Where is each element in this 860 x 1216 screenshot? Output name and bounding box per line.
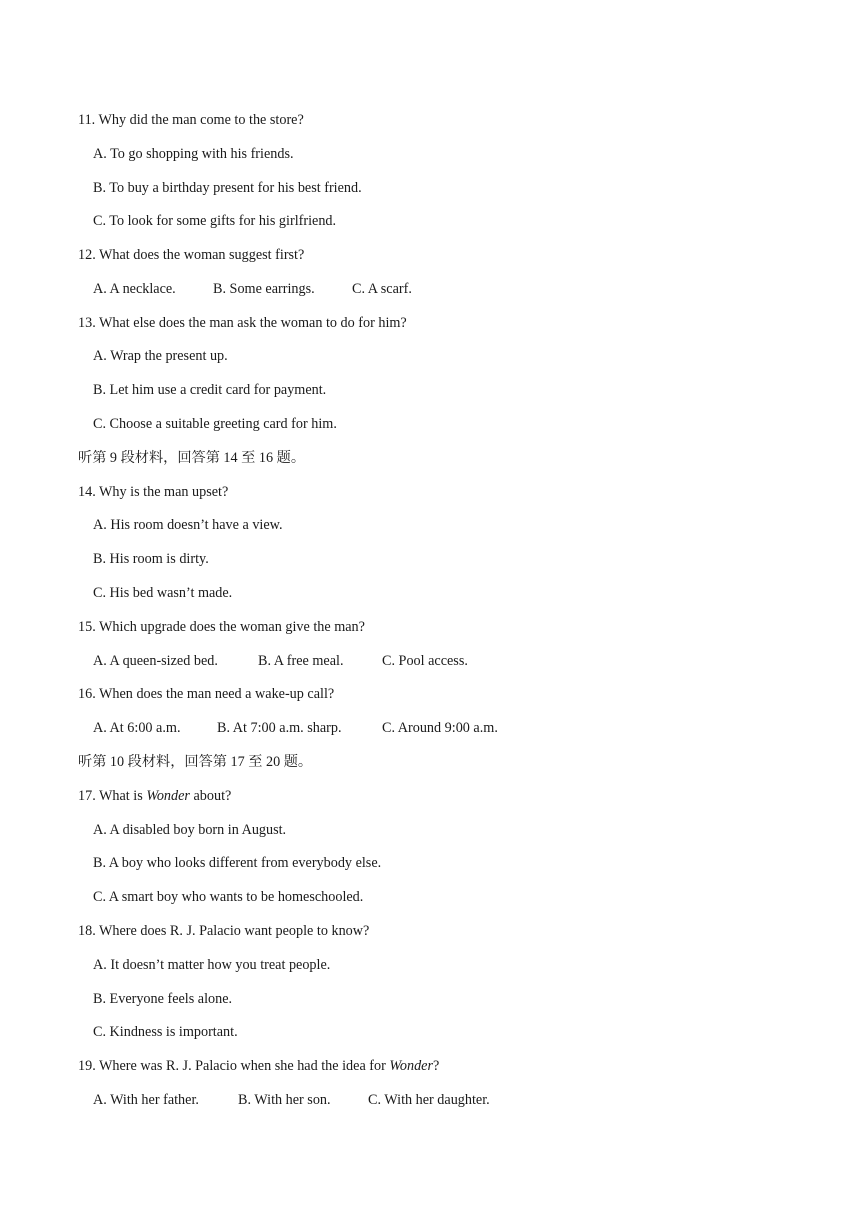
q17-stem-suffix: about?	[189, 788, 232, 804]
question-13: 13. What else does the man ask the woman to do for him?	[78, 315, 407, 331]
q11-option-a: A. To go shopping with his friends.	[93, 146, 294, 162]
q16-option-c: C. Around 9:00 a.m.	[382, 720, 498, 736]
q17-stem-prefix: 17. What is	[78, 788, 147, 804]
q18-option-b: B. Everyone feels alone.	[93, 991, 233, 1007]
section-heading-9: 听第 9 段材料，回答第 14 至 16 题。	[78, 450, 306, 466]
q19-stem-suffix: ?	[433, 1058, 440, 1074]
q16-option-b: B. At 7:00 a.m. sharp.	[217, 720, 342, 736]
q12-option-c: C. A scarf.	[352, 281, 412, 297]
question-11: 11. Why did the man come to the store?	[78, 112, 304, 128]
q11-option-c: C. To look for some gifts for his girlfriend.	[93, 213, 337, 229]
question-16: 16. When does the man need a wake-up call?	[78, 686, 335, 702]
question-19	[78, 1057, 439, 1075]
q15-option-a: A. A queen-sized bed.	[93, 653, 218, 669]
q16-option-a: A. At 6:00 a.m.	[93, 720, 181, 736]
q14-option-c: C. His bed wasn’t made.	[93, 585, 233, 601]
q19-stem-prefix: 19. Where was R. J. Palacio when she had the idea for	[78, 1058, 390, 1074]
q18-option-c: C. Kindness is important.	[93, 1024, 238, 1040]
q13-option-b: B. Let him use a credit card for payment.	[93, 382, 327, 398]
q17-book-title: Wonder	[146, 788, 190, 804]
q19-book-title: Wonder	[389, 1058, 434, 1074]
q17-option-b: B. A boy who looks different from everybody else.	[93, 855, 382, 871]
question-12: 12. What does the woman suggest first?	[78, 247, 305, 263]
q17-option-a: A. A disabled boy born in August.	[93, 822, 287, 838]
q19-option-a: A. With her father.	[93, 1092, 199, 1108]
q13-option-a: A. Wrap the present up.	[93, 348, 228, 364]
q12-option-a: A. A necklace.	[93, 281, 176, 297]
q12-option-b: B. Some earrings.	[213, 281, 315, 297]
question-18: 18. Where does R. J. Palacio want people to know?	[78, 923, 370, 939]
q15-option-c: C. Pool access.	[382, 653, 468, 669]
section-heading-10: 听第 10 段材料，回答第 17 至 20 题。	[78, 754, 313, 770]
q11-option-b: B. To buy a birthday present for his best friend.	[93, 180, 362, 196]
q18-option-a: A. It doesn’t matter how you treat people.	[93, 957, 331, 973]
question-17	[78, 787, 231, 805]
q17-option-c: C. A smart boy who wants to be homeschooled.	[93, 889, 364, 905]
q19-option-c: C. With her daughter.	[368, 1092, 490, 1108]
question-15: 15. Which upgrade does the woman give the man?	[78, 619, 365, 635]
question-14: 14. Why is the man upset?	[78, 484, 229, 500]
q19-option-b: B. With her son.	[238, 1092, 331, 1108]
q15-option-b: B. A free meal.	[258, 653, 344, 669]
q14-option-b: B. His room is dirty.	[93, 551, 209, 567]
q13-option-c: C. Choose a suitable greeting card for him.	[93, 416, 337, 432]
q14-option-a: A. His room doesn’t have a view.	[93, 517, 283, 533]
